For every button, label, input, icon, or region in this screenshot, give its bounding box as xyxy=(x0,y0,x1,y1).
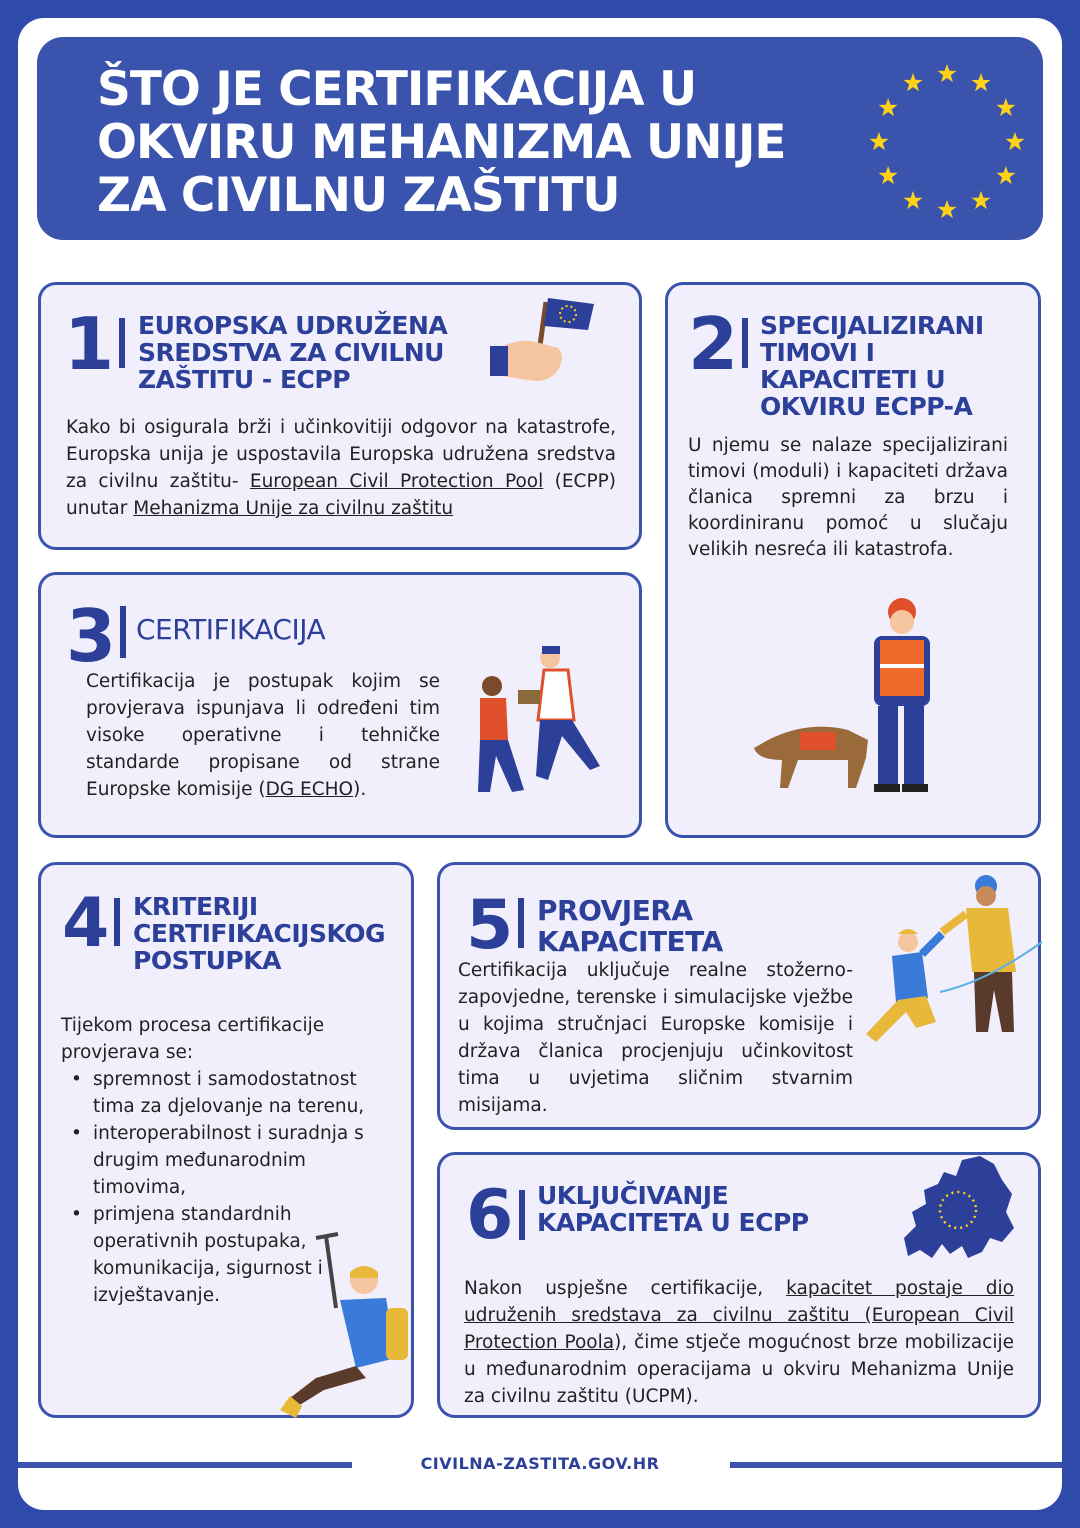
card-2-title: SPECIJALIZIRANI TIMOVI I KAPACITETI U OKVIRU ECPP-A xyxy=(760,311,984,421)
criteria-item: • interoperabilnost i suradnja s drugim međunarodnim timovima, xyxy=(61,1120,381,1201)
card-5-divider xyxy=(518,898,524,948)
card-6-body: Nakon uspješne certifikacije, kapacitet postaje dio udruženih sredstava za civilnu zaštitu (European Civil Protection Poola), čime stječe mogućnost brze mobilizacije u međunarodnim operacijama u okviru Mehanizma Unije za civilnu zaštitu (UCPM). xyxy=(464,1278,1015,1407)
eu-star xyxy=(972,191,991,209)
card-1-number: 1 xyxy=(64,302,115,386)
eu-star xyxy=(996,166,1015,184)
eu-map-icon xyxy=(902,1154,1018,1268)
criteria-item: • spremnost i samodostatnost tima za djelovanje na terenu, xyxy=(61,1066,381,1120)
card-1-divider xyxy=(119,318,125,368)
criteria-item: • primjena standardnih operativnih postupaka, komunikacija, sigurnost i izvještavanje. xyxy=(61,1201,381,1309)
ucpm-link[interactable]: Mehanizma Unije za civilnu zaštitu xyxy=(133,498,454,519)
eu-stars-icon xyxy=(857,52,1037,232)
card-3-number: 3 xyxy=(66,594,117,678)
eu-star xyxy=(879,98,898,116)
card-4-number: 4 xyxy=(62,884,110,963)
card-4-divider xyxy=(114,898,120,946)
ecpp-pool-link[interactable]: kapacitet postaje dio udruženih sredstava za civilnu zaštitu (European Civil Protection Poola xyxy=(464,1278,1015,1353)
card-5-number: 5 xyxy=(466,886,514,965)
eu-star xyxy=(870,132,889,150)
card-2-body: U njemu se nalaze specijalizirani timovi (moduli) i kapaciteti država članica spremni za brzu i koordiniranu pomoć u slučaju velikih nesreća ili katastrofa. xyxy=(688,435,1008,560)
card-2-divider xyxy=(742,318,748,368)
card-3-body: Certifikacija je postupak kojim se provjerava ispunjava li određeni tim visoke operativne i tehničke standarde propisane od strane Europske komisije (DG ECHO). xyxy=(86,671,440,800)
card-6-title: UKLJUČIVANJE KAPACITETA U ECPP xyxy=(537,1181,809,1237)
card-3-divider xyxy=(120,606,126,658)
hand-flag-icon xyxy=(488,290,600,390)
eu-star xyxy=(904,73,923,91)
ecpp-link[interactable]: European Civil Protection Pool xyxy=(249,471,544,492)
climber-with-ice-axe-icon xyxy=(276,1228,414,1424)
card-5-title: PROVJERA KAPACITETA xyxy=(537,894,723,958)
footer-website-link[interactable]: CIVILNA-ZASTITA.GOV.HR xyxy=(420,1454,660,1473)
card-4-title: KRITERIJI CERTIFIKACIJSKOG POSTUPKA xyxy=(133,892,385,975)
rescuers-handoff-icon xyxy=(450,640,636,808)
title-line-1: ŠTO JE CERTIFIKACIJA U xyxy=(97,62,697,117)
eu-star xyxy=(904,191,923,209)
climbers-helping-icon xyxy=(856,872,1046,1068)
header-banner xyxy=(37,37,1043,240)
card-1-title: EUROPSKA UDRUŽENA SREDSTVA ZA CIVILNU ZAŠTITU - ECPP xyxy=(138,311,448,394)
card-6-divider xyxy=(519,1190,525,1240)
eu-star xyxy=(996,98,1015,116)
card-4-intro: Tijekom procesa certifikacije provjerava se: xyxy=(61,1015,325,1063)
card-5-body: Certifikacija uključuje realne stožerno-zapovjedne, terenske i simulacijske vježbe u kojima stručnjaci Europske komisije i država članica procjenjuju učinkovitost tima u uvjetima sličnim stvarnim misijama. xyxy=(458,960,853,1116)
eu-star xyxy=(972,73,991,91)
page-title xyxy=(97,63,857,222)
dg-echo-link[interactable]: DG ECHO xyxy=(265,779,354,800)
title-line-2: OKVIRU MEHANIZMA UNIJE xyxy=(97,115,786,170)
card-2-number: 2 xyxy=(688,302,739,386)
eu-star xyxy=(938,200,957,218)
eu-star xyxy=(938,64,957,82)
title-line-3: ZA CIVILNU ZAŠTITU xyxy=(97,168,620,223)
card-1-body: Kako bi osigurala brži i učinkovitiji odgovor na katastrofe, Europska unija je uspostavila Europska udružena sredstva za civilnu zaštitu- European Civil Protection Pool (ECPP) unutar Mehanizma Unije za civilnu zaštitu xyxy=(66,417,617,519)
rescuer-with-dog-icon xyxy=(748,590,948,800)
card-6-number: 6 xyxy=(466,1176,514,1255)
eu-star xyxy=(879,166,898,184)
eu-star xyxy=(1006,132,1025,150)
card-3-title: CERTIFIKACIJA xyxy=(136,613,326,646)
